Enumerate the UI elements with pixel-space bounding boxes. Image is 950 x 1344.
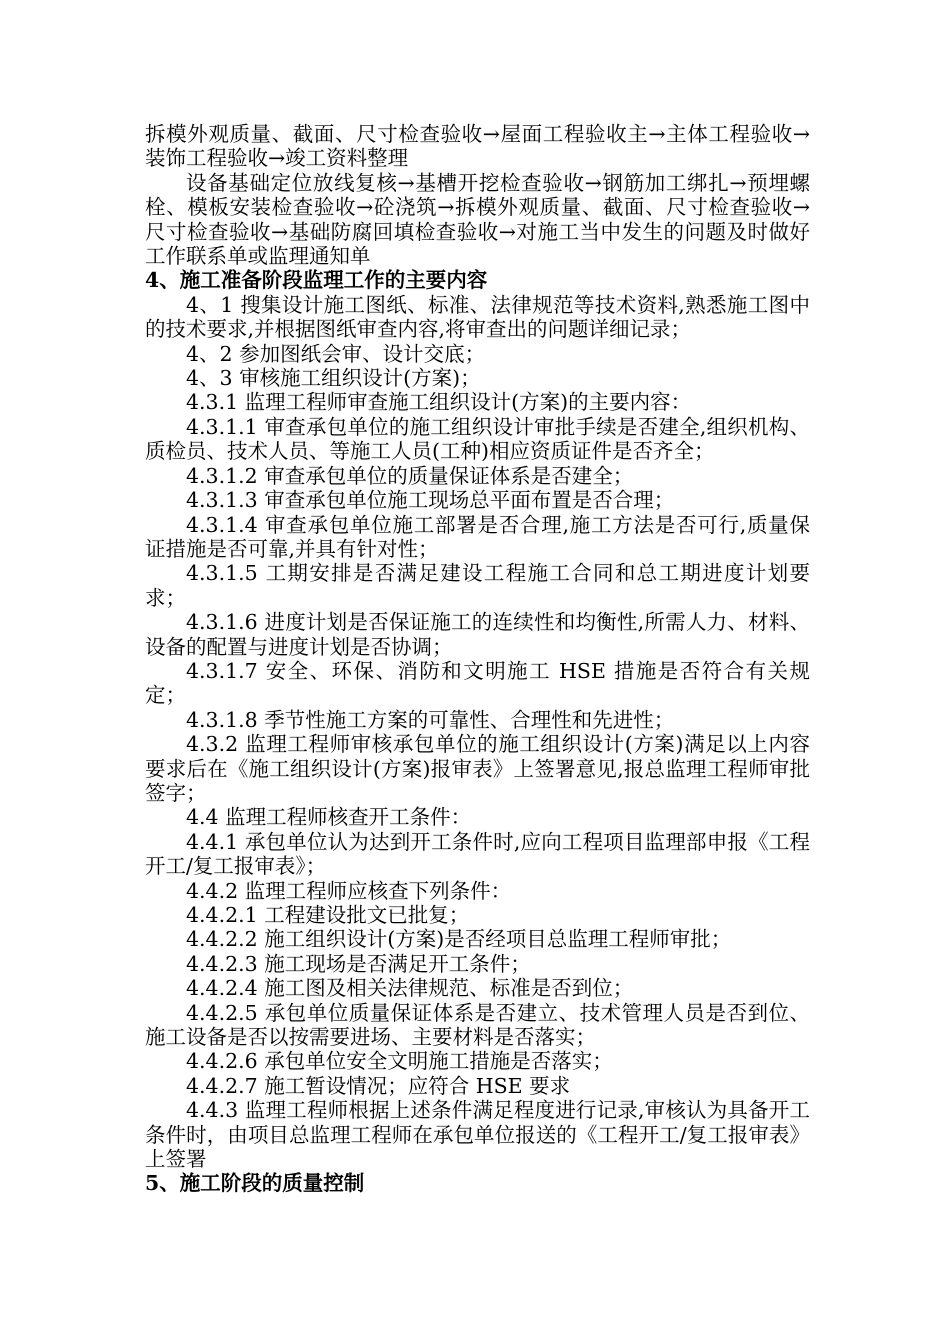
paragraph-4-4-2: 4.4.2 监理工程师应核查下列条件： bbox=[186, 878, 512, 903]
paragraph-4-3-1-6: 4.3.1.6 进度计划是否保证施工的连续性和均衡性,所需人力、材料、设备的配置与进度计划是否协调； bbox=[145, 610, 810, 659]
paragraph-4-4-2-5: 4.4.2.5 承包单位质量保证体系是否建立、技术管理人员是否到位、施工设备是否以按需要进场、主要材料是否落实； bbox=[145, 1000, 810, 1050]
paragraph-4-3-1-3: 4.3.1.3 审查承包单位施工现场总平面布置是否合理； bbox=[186, 488, 675, 513]
section-heading-4: 4、施工准备阶段监理工作的主要内容 bbox=[145, 268, 488, 293]
paragraph-4-4-2-7: 4.4.2.7 施工暂设情况；应符合 HSE 要求 bbox=[186, 1073, 571, 1098]
paragraph-4-4-1: 4.4.1 承包单位认为达到开工条件时,应向工程项目监理部申报《工程开工/复工报审表》； bbox=[145, 829, 810, 879]
paragraph-4-3-1-8: 4.3.1.8 季节性施工方案的可靠性、合理性和先进性； bbox=[186, 707, 675, 732]
paragraph-4-2: 4、2 参加图纸会审、设计交底； bbox=[186, 341, 486, 366]
paragraph-1: 拆模外观质量、截面、尺寸检查验收→屋面工程验收主→主体工程验收→装饰工程验收→竣工资料整理 bbox=[145, 122, 810, 171]
paragraph-4-4-3: 4.4.3 监理工程师根据上述条件满足程度进行记录,审核认为具备开工条件时，由项目总监理工程师在承包单位报送的《工程开工/复工报审表》上签署 bbox=[145, 1098, 810, 1172]
paragraph-4-3-1-7: 4.3.1.7 安全、环保、消防和文明施工 HSE 措施是否符合有关规定； bbox=[145, 658, 810, 708]
paragraph-4-4-2-1: 4.4.2.1 工程建设批文已批复； bbox=[186, 903, 470, 927]
paragraph-4-3-1-4: 4.3.1.4 审查承包单位施工部署是否合理,施工方法是否可行,质量保证措施是否可靠,并具有针对性； bbox=[145, 512, 810, 561]
paragraph-4-4-2-4: 4.4.2.4 施工图及相关法律规范、标准是否到位； bbox=[186, 976, 634, 1001]
paragraph-2: 设备基础定位放线复核→基槽开挖检查验收→钢筋加工绑扎→预埋螺栓、模板安装检查验收→砼浇筑→拆模外观质量、截面、尺寸检查验收→尺寸检查验收→基础防腐回填检查验收→对施工当中发生的问题及时做好工作联系单或监理通知单 bbox=[145, 170, 810, 269]
paragraph-4-4-2-6: 4.4.2.6 承包单位安全文明施工措施是否落实； bbox=[186, 1049, 613, 1074]
paragraph-4-3-1-2: 4.3.1.2 审查承包单位的质量保证体系是否建全； bbox=[186, 463, 634, 488]
paragraph-4-4-2-3: 4.4.2.3 施工现场是否满足开工条件； bbox=[186, 951, 531, 976]
paragraph-4-3-2: 4.3.2 监理工程师审核承包单位的施工组织设计(方案)满足以上内容要求后在《施工组织设计(方案)报审表》上签署意见,报总监理工程师审批签字； bbox=[145, 732, 810, 805]
paragraph-4-4: 4.4 监理工程师核查开工条件： bbox=[186, 805, 472, 830]
section-heading-5: 5、施工阶段的质量控制 bbox=[145, 1171, 365, 1196]
paragraph-4-3: 4、3 审核施工组织设计(方案)； bbox=[186, 366, 481, 391]
paragraph-4-3-1-1: 4.3.1.1 审查承包单位的施工组织设计审批手续是否建全,组织机构、质检员、技术人员、等施工人员(工种)相应资质证件是否齐全； bbox=[145, 414, 810, 464]
paragraph-4-4-2-2: 4.4.2.2 施工组织设计(方案)是否经项目总监理工程师审批； bbox=[186, 927, 732, 952]
document-page bbox=[145, 122, 810, 1196]
paragraph-4-1: 4、1 搜集设计施工图纸、标准、法律规范等技术资料,熟悉施工图中的技术要求,并根据图纸审查内容,将审查出的问题详细记录； bbox=[145, 292, 810, 342]
paragraph-4-3-1-5: 4.3.1.5 工期安排是否满足建设工程施工合同和总工期进度计划要求； bbox=[145, 561, 810, 610]
paragraph-4-3-1: 4.3.1 监理工程师审查施工组织设计(方案)的主要内容： bbox=[186, 390, 692, 415]
